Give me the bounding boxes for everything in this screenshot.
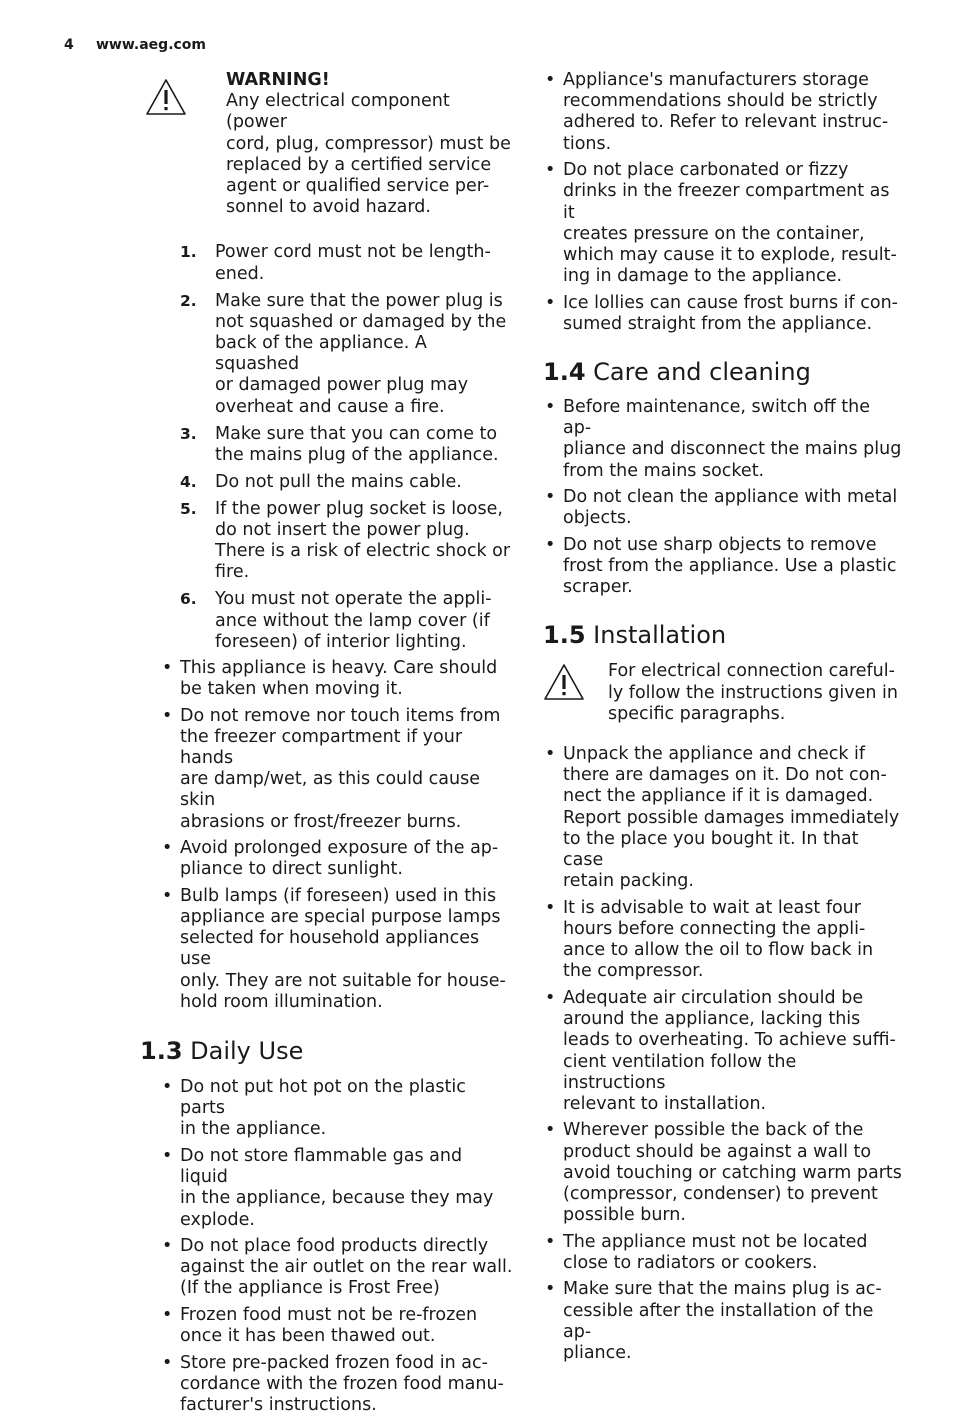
section-title: Daily Use [190, 1037, 304, 1065]
section-number: 1.3 [140, 1037, 183, 1065]
text-line: only. They are not suitable for house- [180, 970, 506, 991]
section-number: 1.4 [543, 358, 586, 387]
text-line: scraper. [563, 577, 633, 598]
list-item [140, 1236, 515, 1300]
left-column [140, 70, 515, 1422]
warning-line: Any electrical component (power [226, 91, 450, 133]
list-item [140, 1353, 515, 1417]
text-line: selected for household appliances use [180, 928, 480, 970]
list-item [140, 658, 515, 700]
text-line: ance to allow the oil to flow back in [563, 940, 874, 961]
text-line: hold room illumination. [180, 991, 383, 1012]
text-line: (compressor, condenser) to prevent [563, 1184, 878, 1205]
text-line: • Do not place food products directly [180, 1236, 489, 1257]
text-line: product should be against a wall to [563, 1141, 872, 1162]
text-line: pliance to direct sunlight. [180, 859, 403, 880]
text-line: to the place you bought it. In that case [563, 828, 859, 871]
list-item [140, 1077, 515, 1141]
section-number: 1.5 [543, 621, 586, 650]
text-line: • It is advisable to wait at least four [563, 897, 861, 918]
text-line: in the appliance, because they may [180, 1188, 494, 1209]
item-number: 4. [180, 472, 197, 491]
numbered-item [140, 424, 515, 466]
list-item [543, 487, 903, 529]
list-item [140, 838, 515, 880]
section-title: Installation [593, 621, 727, 650]
text-line: • Make sure that the mains plug is ac- [563, 1279, 882, 1300]
text-line: relevant to installation. [563, 1093, 767, 1114]
text-line: not squashed or damaged by the [215, 311, 507, 332]
text-line: ened. [215, 263, 265, 284]
text-line: cient ventilation follow the instructions [563, 1051, 797, 1093]
list-item [140, 886, 515, 1013]
numbered-item [140, 472, 515, 493]
text-line: frost from the appliance. Use a plastic [563, 556, 897, 577]
text-line: appliance are special purpose lamps [180, 906, 501, 927]
warning-box [140, 70, 515, 218]
text-line: Report possible damages immediately [563, 807, 900, 828]
text-line: back of the appliance. A squashed [215, 333, 427, 375]
daily-use-bullet-list [140, 1077, 515, 1416]
text-line: do not insert the power plug. [215, 520, 470, 541]
text-line: • Do not put hot pot on the plastic parts [180, 1077, 466, 1119]
warning-triangle-icon [543, 663, 585, 701]
text-line: recommendations should be strictly [563, 91, 878, 112]
text-line: possible burn. [563, 1205, 686, 1226]
installation-warning-box [543, 661, 903, 725]
left-bullet-list [140, 658, 515, 1013]
text-line: • Ice lollies can cause frost burns if con- [563, 292, 898, 313]
warning-line: specific paragraphs. [608, 703, 786, 724]
text-line: pliance. [563, 1343, 632, 1364]
text-line: from the mains socket. [563, 460, 765, 481]
text-line: are damp/wet, as this could cause skin [180, 769, 480, 811]
list-item [543, 160, 903, 287]
warning-line: agent or qualified service per- [226, 176, 490, 197]
text-line: leads to overheating. To achieve suffi- [563, 1030, 896, 1051]
text-line: • Bulb lamps (if foreseen) used in this [180, 885, 497, 906]
list-item [140, 706, 515, 833]
site-url: www.aeg.com [96, 37, 207, 53]
warning-line: replaced by a certified service [226, 154, 492, 175]
text-line: Make sure that you can come to [215, 423, 498, 444]
list-item [140, 1305, 515, 1347]
text-line: explode. [180, 1209, 255, 1230]
text-line: • Do not use sharp objects to remove [563, 534, 877, 555]
text-line: • Do not clean the appliance with metal [563, 487, 898, 508]
text-line: You must not operate the appli- [215, 589, 492, 610]
text-line: around the appliance, lacking this [563, 1009, 861, 1030]
numbered-item [140, 291, 515, 418]
list-item [543, 898, 903, 983]
text-line: be taken when moving it. [180, 679, 403, 700]
text-line: • This appliance is heavy. Care should [180, 657, 498, 678]
text-line: tions. [563, 133, 612, 154]
text-line: avoid touching or catching warm parts [563, 1162, 902, 1183]
text-line: adhered to. Refer to relevant instruc- [563, 112, 889, 133]
text-line: facturer's instructions. [180, 1395, 377, 1416]
list-item [543, 744, 903, 892]
numbered-item [140, 589, 515, 653]
text-line: nect the appliance if it is damaged. [563, 786, 874, 807]
text-line: • Do not place carbonated or fizzy [563, 160, 849, 181]
text-line: If the power plug socket is loose, [215, 498, 503, 519]
text-line: the mains plug of the appliance. [215, 444, 499, 465]
item-number: 1. [180, 243, 197, 262]
text-line: • Avoid prolonged exposure of the ap- [180, 838, 499, 859]
warning-title: WARNING! [226, 70, 330, 90]
text-line: • The appliance must not be located [563, 1231, 868, 1252]
item-number: 6. [180, 590, 197, 609]
text-line: cordance with the frozen food manu- [180, 1373, 504, 1394]
text-line: • Do not store flammable gas and liquid [180, 1145, 463, 1188]
text-line: • Do not remove nor touch items from [180, 705, 501, 726]
text-line: fire. [215, 562, 250, 583]
text-line: Power cord must not be length- [215, 242, 491, 263]
text-line: Make sure that the power plug is [215, 290, 503, 311]
numbered-list [140, 242, 515, 653]
text-line: There is a risk of electric shock or [215, 541, 511, 562]
text-line: abrasions or frost/freezer burns. [180, 811, 462, 832]
text-line: the freezer compartment if your hands [180, 726, 463, 768]
text-line: objects. [563, 508, 632, 529]
text-line: ance without the lamp cover (if [215, 610, 490, 631]
list-item [140, 1146, 515, 1231]
section-title: Care and cleaning [593, 358, 811, 387]
care-bullet-list [543, 397, 903, 598]
text-line: which may cause it to explode, result- [563, 244, 897, 265]
installation-bullet-list [543, 744, 903, 1364]
text-line: (If the appliance is Frost Free) [180, 1278, 440, 1299]
item-number: 3. [180, 424, 197, 443]
item-number: 2. [180, 291, 197, 310]
text-line: against the air outlet on the rear wall. [180, 1257, 513, 1278]
text-line: pliance and disconnect the mains plug [563, 439, 902, 460]
text-line: drinks in the freezer compartment as it [563, 181, 890, 223]
text-line: the compressor. [563, 961, 704, 982]
list-item [543, 70, 903, 155]
list-item [543, 535, 903, 599]
text-line: • Appliance's manufacturers storage [563, 70, 869, 90]
list-item [543, 1232, 903, 1274]
numbered-item [140, 242, 515, 284]
text-line: close to radiators or cookers. [563, 1252, 818, 1273]
text-line: ing in damage to the appliance. [563, 266, 843, 287]
text-line: or damaged power plug may [215, 375, 469, 396]
text-line: once it has been thawed out. [180, 1326, 436, 1347]
text-line: there are damages on it. Do not con- [563, 765, 887, 786]
page-number: 4 [64, 37, 74, 53]
text-line: overheat and cause a fire. [215, 396, 445, 417]
text-line: foreseen) of interior lighting. [215, 631, 467, 652]
warning-line: For electrical connection careful- [608, 661, 895, 682]
text-line: creates pressure on the container, [563, 223, 865, 244]
warning-triangle-icon [145, 78, 187, 116]
list-item [543, 397, 903, 482]
text-line: • Before maintenance, switch off the ap- [563, 397, 871, 439]
warning-line: sonnel to avoid hazard. [226, 197, 431, 218]
list-item [543, 988, 903, 1115]
section-heading-care [543, 357, 903, 387]
right-column [543, 70, 903, 1370]
text-line: sumed straight from the appliance. [563, 313, 873, 334]
warning-line: cord, plug, compressor) must be [226, 133, 511, 154]
list-item [543, 293, 903, 335]
text-line: • Store pre-packed frozen food in ac- [180, 1352, 488, 1373]
text-line: Do not pull the mains cable. [215, 471, 462, 492]
page-header [64, 37, 206, 53]
section-heading-installation [543, 620, 903, 650]
text-line: hours before connecting the appli- [563, 918, 866, 939]
text-line: • Wherever possible the back of the [563, 1120, 864, 1141]
section-heading-daily-use [140, 1036, 515, 1066]
item-number: 5. [180, 499, 197, 518]
text-line: cessible after the installation of the ap- [563, 1300, 874, 1342]
numbered-item [140, 499, 515, 584]
text-line: • Frozen food must not be re-frozen [180, 1304, 478, 1325]
warning-line: ly follow the instructions given in [608, 682, 898, 703]
text-line: • Adequate air circulation should be [563, 987, 864, 1008]
list-item [543, 1120, 903, 1226]
warning-text [226, 91, 515, 218]
right-bullet-list [543, 70, 903, 335]
text-line: retain packing. [563, 871, 694, 892]
text-line: in the appliance. [180, 1119, 327, 1140]
text-line: • Unpack the appliance and check if [563, 744, 866, 765]
